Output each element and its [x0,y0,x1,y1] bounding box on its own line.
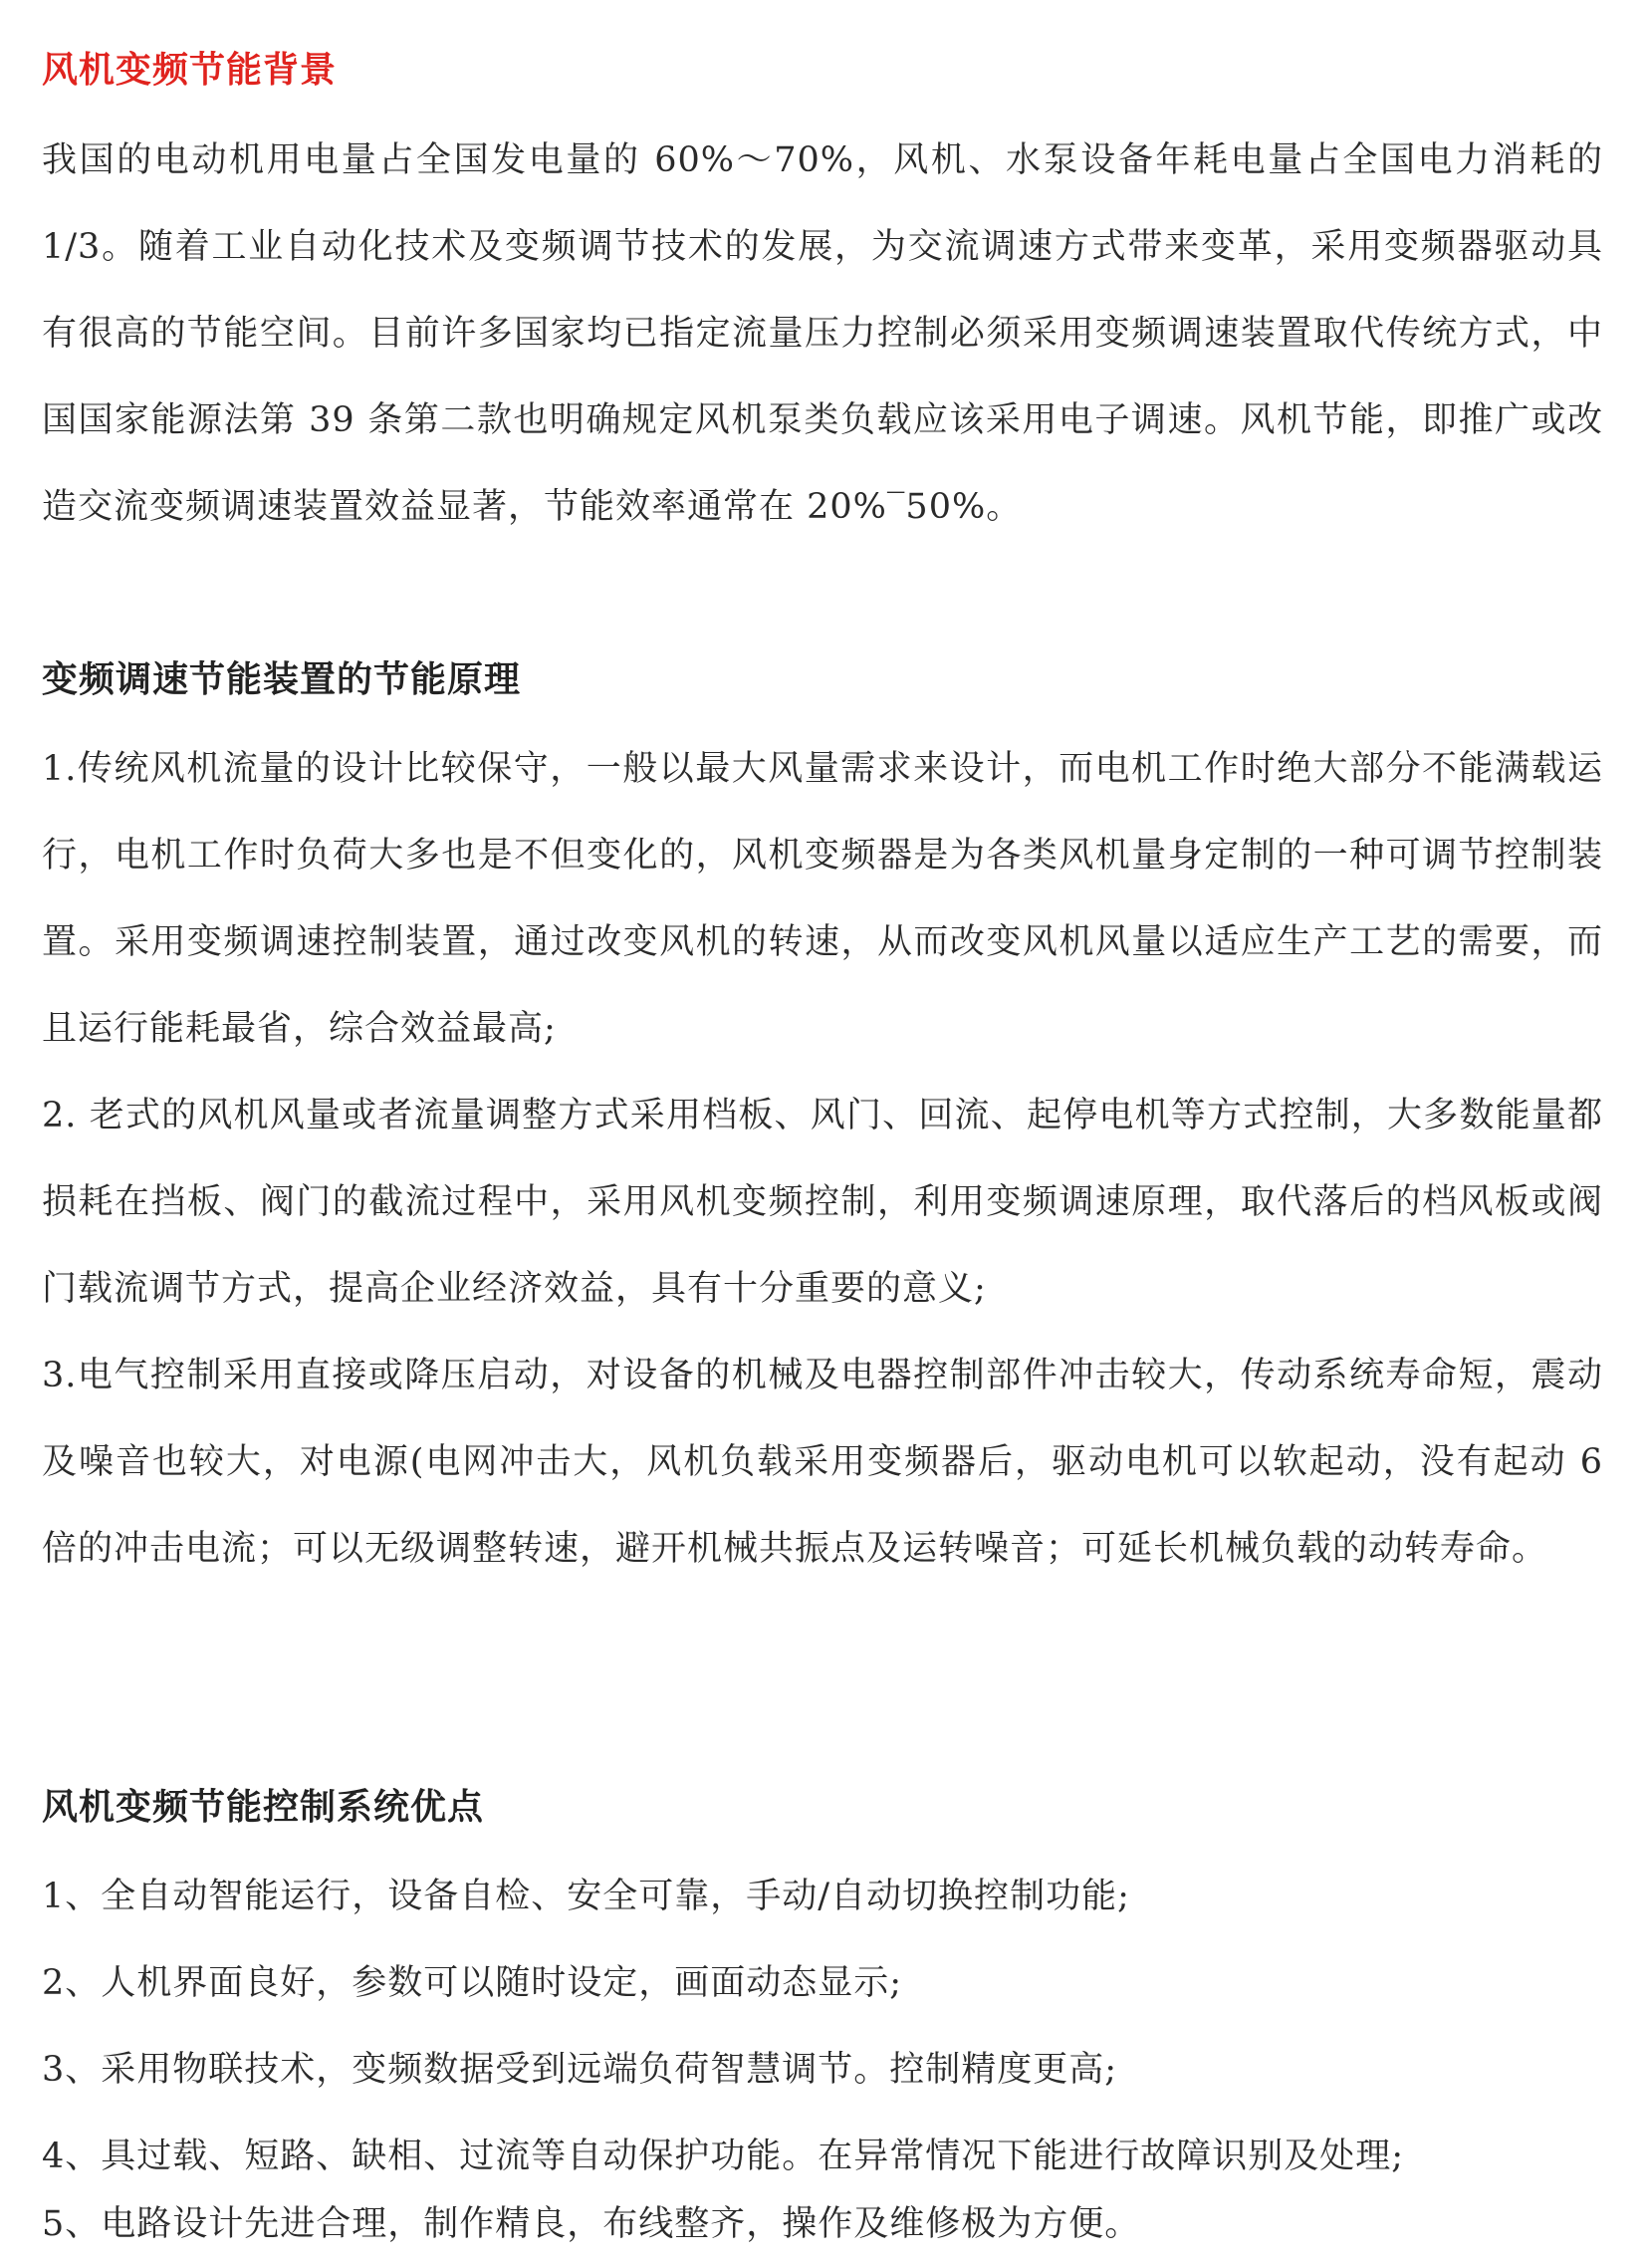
paragraph-principle-3: 3.电气控制采用直接或降压启动，对设备的机械及电器控制部件冲击较大，传动系统寿命短，震动及噪音也较大，对电源(电网冲击大，风机负载采用变频器后，驱动电机可以软起动，没有起动 6 倍的冲击电流；可以无级调整转速，避开机械共振点及运转噪音；可延长机械负载的动转寿命。 [42,1356,1603,1569]
list-item-advantage-5: 5、电路设计先进合理，制作精良，布线整齐，操作及维修极为方便。 [42,2204,1141,2244]
section-title-background: 风机变频节能背景 [42,49,338,91]
list-item-advantage-4: 4、具过载、短路、缺相、过流等自动保护功能。在异常情况下能进行故障识别及处理; [42,2137,1405,2176]
list-item-advantage-1: 1、全自动智能运行，设备自检、安全可靠，手动/自动切换控制功能; [42,1877,1130,1916]
section-title-advantages: 风机变频节能控制系统优点 [42,1786,485,1828]
paragraph-principle-1: 1.传统风机流量的设计比较保守，一般以最大风量需求来设计，而电机工作时绝大部分不能满载运行，电机工作时负荷大多也是不但变化的，风机变频器是为各类风机量身定制的一种可调节控制装置。采用变频调速控制装置，通过改变风机的转速，从而改变风机风量以适应生产工艺的需要，而且运行能耗最省，综合效益最高; [42,749,1603,1049]
section-title-principle: 变频调速节能装置的节能原理 [42,658,522,700]
paragraph-principle-2: 2. 老式的风机风量或者流量调整方式采用档板、风门、回流、起停电机等方式控制，大多数能量都损耗在挡板、阀门的截流过程中，采用风机变频控制，利用变频调速原理，取代落后的档风板或阀门载流调节方式，提高企业经济效益，具有十分重要的意义; [42,1096,1603,1309]
list-item-advantage-3: 3、采用物联技术，变频数据受到远端负荷智慧调节。控制精度更高; [42,2050,1118,2090]
list-item-advantage-2: 2、人机界面良好，参数可以随时设定，画面动态显示; [42,1963,903,2003]
paragraph-background: 我国的电动机用电量占全国发电量的 60%～70%，风机、水泵设备年耗电量占全国电力消耗的1/3。随着工业自动化技术及变频调节技术的发展，为交流调速方式带来变革，采用变频器驱动具有很高的节能空间。目前许多国家均已指定流量压力控制必须采用变频调速装置取代传统方式，中国国家能源法第 39 条第二款也明确规定风机泵类负载应该采用电子调速。风机节能，即推广或改造交流变频调速装置效益显著，节能效率通常在 20%‾50%。 [42,140,1603,527]
